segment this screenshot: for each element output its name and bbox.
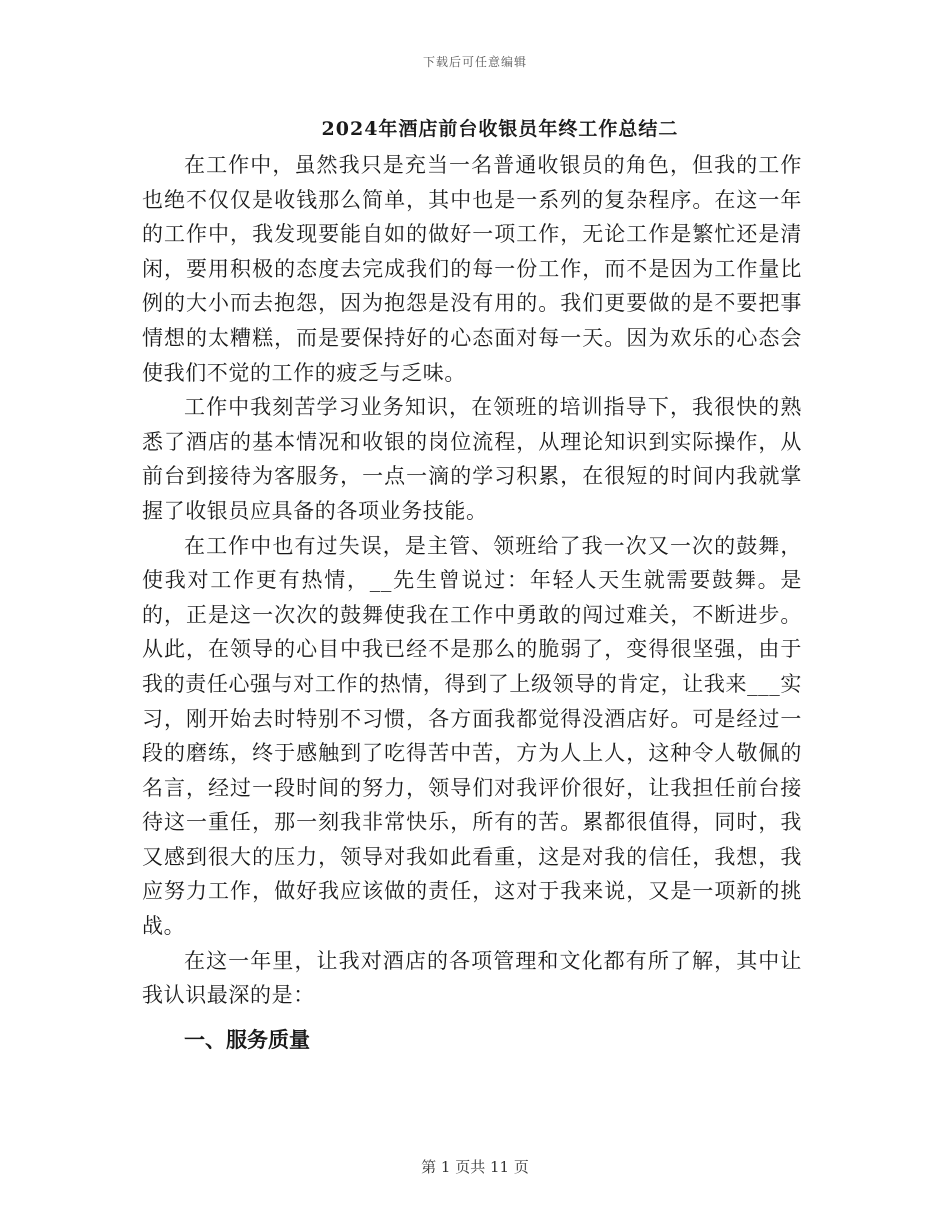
document-body xyxy=(142,148,802,1057)
paragraph-4: 在这一年里，让我对酒店的各项管理和文化都有所了解，其中让我认识最深的是： xyxy=(142,948,802,1008)
paragraph-2: 工作中我刻苦学习业务知识，在领班的培训指导下，我很快的熟悉了酒店的基本情况和收银的岗位流程，从理论知识到实际操作，从前台到接待为客服务，一点一滴的学习积累，在很短的时间内我就掌握了收银员应具备的各项业务技能。 xyxy=(142,395,802,523)
paragraph-3: 在工作中也有过失误，是主管、领班给了我一次又一次的鼓舞，使我对工作更有热情，__先生曾说过：年轻人天生就需要鼓舞。是的，正是这一次次的鼓舞使我在工作中勇敢的闯过难关，不断进步。从此，在领导的心目中我已经不是那么的脆弱了，变得很坚强，由于我的责任心强与对工作的热情，得到了上级领导的肯定，让我来___实习，刚开始去时特别不习惯，各方面我都觉得没酒店好。可是经过一段的磨练，终于感触到了吃得苦中苦，方为人上人，这种令人敬佩的名言，经过一段时间的努力，领导们对我评价很好，让我担任前台接待这一重任，那一刻我非常快乐，所有的苦。累都很值得，同时，我又感到很大的压力，领导对我如此看重，这是对我的信任，我想，我应努力工作，做好我应该做的责任，这对于我来说，又是一项新的挑战。 xyxy=(142,533,802,939)
section-heading: 一、服务质量 xyxy=(184,1026,310,1052)
document-title: 2024年酒店前台收银员年终工作总结二 xyxy=(321,118,679,140)
paragraph-1: 在工作中，虽然我只是充当一名普通收银员的角色，但我的工作也绝不仅仅是收钱那么简单，其中也是一系列的复杂程序。在这一年的工作中，我发现要能自如的做好一项工作，无论工作是繁忙还是清闲，要用积极的态度去完成我们的每一份工作，而不是因为工作量比例的大小而去抱怨，因为抱怨是没有用的。我们更要做的是不要把事情想的太糟糕，而是要保持好的心态面对每一天。因为欢乐的心态会使我们不觉的工作的疲乏与乏味。 xyxy=(142,153,802,385)
header-note: 下载后可任意编辑 xyxy=(422,55,527,69)
page-number-footer: 第 1 页共 11 页 xyxy=(421,1158,529,1176)
